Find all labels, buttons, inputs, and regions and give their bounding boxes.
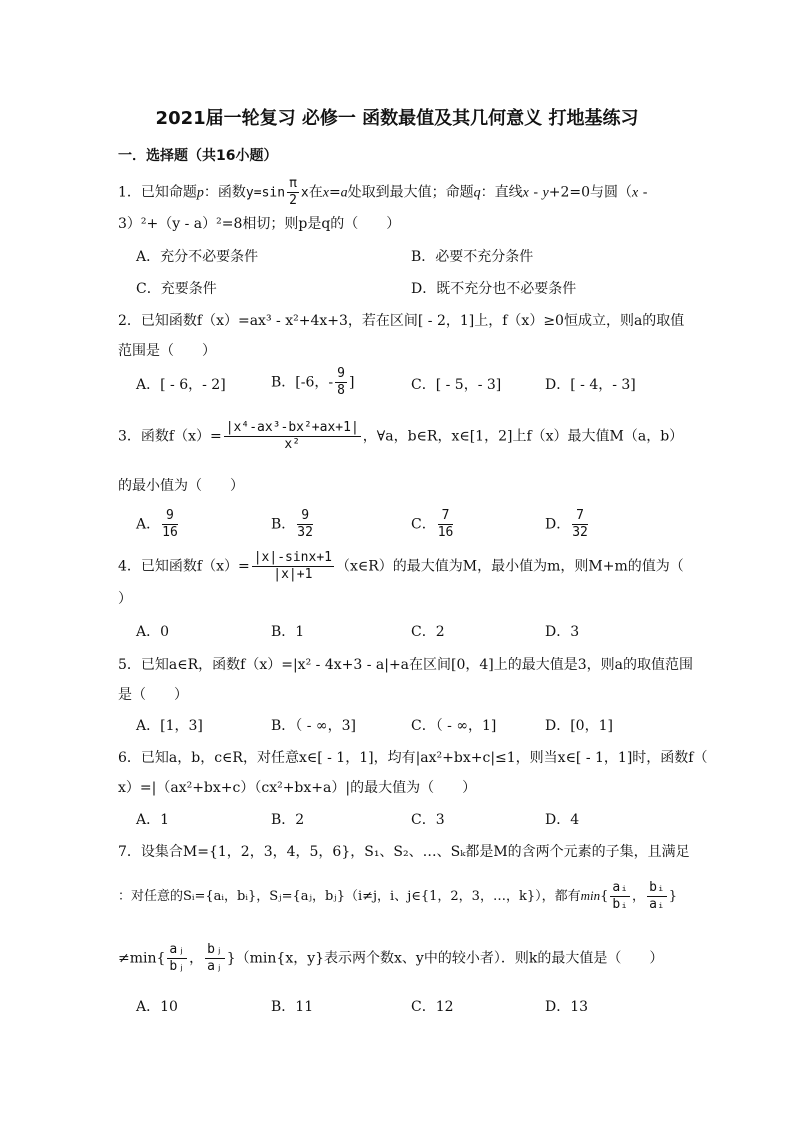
q4-option-a: A．0 bbox=[136, 624, 170, 640]
q3-fraction: $\frac{\text{|x⁴-ax³-bx²+ax+1|}}{\text{x²}}$ bbox=[225, 420, 359, 452]
q6-option-b: B．2 bbox=[271, 812, 305, 828]
q1-text-b: ：函数 bbox=[203, 184, 246, 201]
question-4-line-1: 4．已知函数f（x）= $\frac{|x|-\sin x+1}{|x|+1}$ （x∈R）的最大值为M，最小值为m，则M+m的值为（ bbox=[118, 550, 684, 582]
q1-option-d: D．既不充分也不必要条件 bbox=[411, 281, 577, 297]
q1-var: x bbox=[300, 185, 309, 201]
q7-option-d: D．13 bbox=[545, 999, 589, 1015]
q4-option-d: D．3 bbox=[545, 624, 580, 640]
q1-option-b: B．必要不充分条件 bbox=[411, 249, 534, 265]
q1-text-d: 处取到最大值；命题 bbox=[347, 184, 474, 201]
q5-option-b: B．（ - ∞，3] bbox=[271, 718, 356, 734]
q7-option-a: A．10 bbox=[136, 999, 178, 1015]
question-6-line-1: 6．已知a，b，c∈R，对任意x∈[ - 1，1]，均有|ax²+bx+c|≤1，则当x∈[ - 1，1]时，函数f（ bbox=[118, 750, 708, 766]
q2-option-c: C．[ - 5，- 3] bbox=[411, 377, 502, 393]
question-1-line-1: 1．已知命题p：函数y=sin $\frac{\pi}{2}$ x在x=a处取到最大值；命题q：直线x - y+2=0与圆（x - bbox=[118, 176, 648, 208]
q2-option-a: A．[ - 6，- 2] bbox=[136, 377, 226, 393]
q1-text-e: ：直线 bbox=[480, 184, 523, 201]
question-3-line-1: 3．函数f（x）= $\frac{\text{|x⁴-ax³-bx²+ax+1|}}{\text{x²}}$ ，∀a，b∈R，x∈[1，2]上f（x）最大值M（a，b） bbox=[118, 420, 684, 452]
question-7-line-1: 7．设集合M={1，2，3，4，5，6}，S₁、S₂、…、Sₖ都是M的含两个元素的子集，且满足 bbox=[118, 844, 690, 860]
q1-func: y=sin bbox=[245, 185, 286, 201]
q4-option-b: B．1 bbox=[271, 624, 305, 640]
q5-option-a: A．[1，3] bbox=[136, 718, 203, 734]
q1-option-c: C．充要条件 bbox=[136, 281, 217, 297]
question-1-line-2: 3）²+（y - a）²=8相切；则p是q的（ ） bbox=[118, 216, 401, 232]
q1-option-a: A．充分不必要条件 bbox=[136, 249, 259, 265]
q6-option-a: A．1 bbox=[136, 812, 170, 828]
q1-fraction: $\frac{\pi}{2}$ bbox=[289, 176, 297, 208]
q4-option-c: C．2 bbox=[411, 624, 445, 640]
question-2-line-2: 范围是（ ） bbox=[118, 343, 216, 359]
q2-option-d: D．[ - 4，- 3] bbox=[545, 377, 636, 393]
q3-option-a: A． $\frac{9}{16}$ bbox=[136, 508, 178, 540]
document-title: 2021届一轮复习 必修一 函数最值及其几何意义 打地基练习 bbox=[155, 108, 639, 129]
q2-option-b: B．[-6，- $\frac{9}{8}$ ] bbox=[271, 366, 355, 398]
q4-fraction: $\frac{|x|-\sin x+1}{|x|+1}$ bbox=[253, 550, 332, 582]
q1-text-a: 1．已知命题 bbox=[118, 184, 197, 201]
question-4-line-2: ） bbox=[118, 591, 132, 607]
q7-option-c: C．12 bbox=[411, 999, 454, 1015]
question-7-line-3: ≠min{ $\frac{\text{aⱼ}}{\text{bⱼ}}$ ， $\frac{\text{bⱼ}}{\text{aⱼ}}$ }（min{x，y}表示两个数x、y中的较小者）．则k的最大值是（ ） bbox=[118, 942, 664, 974]
q3-option-b: B． $\frac{9}{32}$ bbox=[271, 508, 313, 540]
question-5-line-1: 5．已知a∈R，函数f（x）=|x² - 4x+3 - a|+a在区间[0，4]上的最大值是3，则a的取值范围 bbox=[118, 657, 694, 673]
q1-text-c: 在 bbox=[308, 184, 323, 201]
question-5-line-2: 是（ ） bbox=[118, 687, 188, 703]
q7-option-b: B．11 bbox=[271, 999, 314, 1015]
q5-option-d: D．[0，1] bbox=[545, 718, 613, 734]
question-2-line-1: 2．已知函数f（x）=ax³ - x²+4x+3，若在区间[ - 2，1]上，f（x）≥0恒成立，则a的取值 bbox=[118, 313, 685, 329]
q5-option-c: C．（ - ∞，1] bbox=[411, 718, 497, 734]
q1-text-f: 与圆（ bbox=[590, 184, 633, 201]
q6-option-d: D．4 bbox=[545, 812, 580, 828]
question-7-line-2: ：对任意的Sᵢ={aᵢ，bᵢ}，Sⱼ={aⱼ，bⱼ}（i≠j，i、j∈{1，2，3，…，k}），都有min{ $\frac{\text{aᵢ}}{\text{bᵢ}}$ ， $\frac{\text{bᵢ}}{\text{aᵢ}}$ } bbox=[118, 880, 677, 912]
question-3-line-2: 的最小值为（ ） bbox=[118, 478, 244, 494]
section-heading: 一．选择题（共16小题） bbox=[118, 148, 278, 164]
q3-option-d: D． $\frac{7}{32}$ bbox=[545, 508, 588, 540]
q3-option-c: C． $\frac{7}{16}$ bbox=[411, 508, 454, 540]
q6-option-c: C．3 bbox=[411, 812, 445, 828]
question-6-line-2: x）=|（ax²+bx+c）（cx²+bx+a）|的最大值为（ ） bbox=[118, 780, 477, 796]
